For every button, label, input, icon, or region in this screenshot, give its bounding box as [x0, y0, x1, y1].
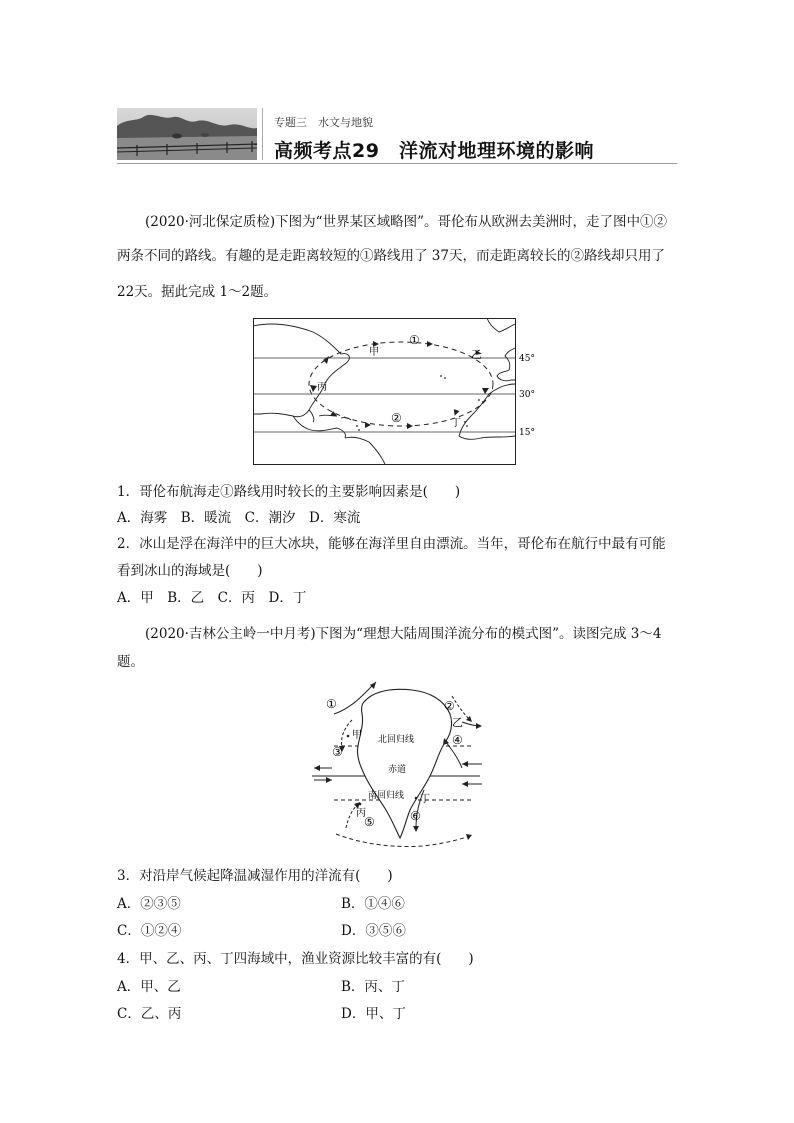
intro2-line2: 题。 — [117, 654, 144, 670]
intro1-line1: (2020·河北保定质检)下图为“世界某区域略图”。哥伦布从欧洲去美洲时，走了图中①② — [145, 214, 667, 230]
intro1-line2: 两条不同的路线。有趣的是走距离较短的①路线用了 37天，而走距离较长的②路线却只用了 — [117, 248, 665, 264]
q3-option-c: C．①②④ — [117, 923, 182, 939]
q4-option-d: D．甲、丁 — [341, 1006, 406, 1022]
atlantic-map — [253, 318, 549, 466]
yi-label: 乙 — [452, 716, 463, 729]
south-tropic-label: 南回归线 — [368, 791, 405, 801]
current-3-label: ③ — [332, 745, 343, 759]
header-photo — [117, 108, 257, 160]
ideal-continent-diagram — [312, 680, 487, 852]
yi-label: 乙 — [471, 348, 482, 361]
q4-stem: 4．甲、乙、丙、丁四海域中，渔业资源比较丰富的有( ) — [117, 951, 474, 967]
current-2-label: ② — [444, 699, 455, 713]
route-2-label: ② — [391, 411, 402, 425]
q4-option-a: A．甲、乙 — [117, 979, 181, 995]
q2-stem-line1: 2．冰山是浮在海洋中的巨大冰块，能够在海洋里自由漂流。当年，哥伦布在航行中最有可能 — [117, 536, 666, 552]
section-subtitle: 专题三 水文与地貌 — [274, 116, 373, 129]
bing-label: 丙 — [356, 808, 366, 819]
ding-label: 丁 — [420, 794, 430, 805]
q1-options: A．海雾 B．暖流 C．潮汐 D．寒流 — [117, 510, 361, 526]
jia-label: 甲 — [352, 730, 362, 741]
bing-label: 丙 — [317, 382, 327, 393]
north-tropic-label: 北回归线 — [378, 735, 415, 745]
lat-45-label: 45° — [519, 354, 535, 364]
equator-label: 赤道 — [388, 765, 407, 775]
lat-30-label: 30° — [519, 390, 535, 400]
q4-option-b: B．丙、丁 — [341, 979, 405, 995]
current-6-label: ⑥ — [410, 809, 421, 823]
q3-option-b: B．①④⑥ — [341, 896, 405, 912]
lat-15-label: 15° — [519, 428, 535, 438]
q3-option-d: D．③⑤⑥ — [341, 923, 406, 939]
q3-option-a: A．②③⑤ — [117, 896, 181, 912]
header-rule — [117, 163, 677, 164]
ding-label: 丁 — [451, 418, 461, 429]
q1-stem: 1．哥伦布航海走①路线用时较长的主要影响因素是( ) — [117, 484, 461, 500]
current-5-label: ⑤ — [364, 815, 375, 829]
route-1-label: ① — [409, 333, 420, 347]
current-1-label: ① — [326, 697, 337, 711]
q4-option-c: C．乙、丙 — [117, 1006, 182, 1022]
intro1-line3: 22天。据此完成 1～2题。 — [117, 284, 278, 300]
q2-options: A．甲 B．乙 C．丙 D．丁 — [117, 590, 307, 606]
q3-stem: 3．对沿岸气候起降温减湿作用的洋流有( ) — [117, 868, 393, 884]
q2-stem-line2: 看到冰山的海域是( ) — [117, 563, 263, 579]
current-4-label: ④ — [452, 733, 463, 747]
intro2-line1: (2020·吉林公主岭一中月考)下图为“理想大陆周围洋流分布的模式图”。读图完成 3～4 — [145, 626, 662, 642]
jia-label: 甲 — [369, 347, 379, 358]
page-title: 高频考点29 洋流对地理环境的影响 — [274, 140, 594, 162]
header-divider — [262, 108, 263, 160]
